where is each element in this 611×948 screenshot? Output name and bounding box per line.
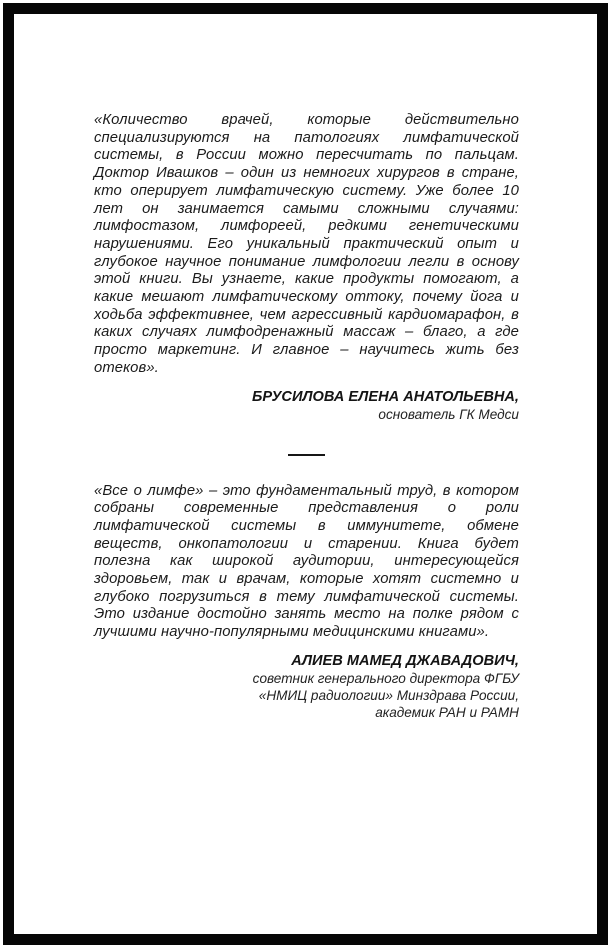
book-page — [14, 14, 597, 934]
section-divider — [288, 454, 325, 456]
page-frame — [3, 3, 608, 945]
testimonial-author-2-role-line-1: советник генерального директора ФГБУ — [252, 670, 519, 686]
testimonial-author-2-role-line-2: «НМИЦ радиологии» Минздрава России, — [258, 687, 519, 703]
testimonial-author-2-role-line-3: академик РАН и РАМН — [375, 704, 519, 720]
testimonial-attribution-1 — [94, 389, 519, 423]
testimonial-attribution-2 — [94, 653, 519, 721]
testimonial-author-1-role: основатель ГК Медси — [378, 406, 519, 422]
testimonial-author-1-name: БРУСИЛОВА ЕЛЕНА АНАТОЛЬЕВНА, — [252, 388, 519, 405]
testimonial-quote-2: «Все о лимфе» – это фундаментальный труд, в котором собраны современные представления о роли лимфатической системы в иммунитете, обмене веществ, онкопатологии и старении. Книга будет полезна как широкой аудитории, интересующейся здоровьем, так и врачам, которые хотят системно и глубоко погрузиться в тему лимфатической системы. Это издание достойно занять место на полке рядом с лучшими научно-популярными медицинскими книгами». — [94, 482, 519, 641]
testimonial-author-2-name: АЛИЕВ МАМЕД ДЖАВАДОВИЧ, — [291, 652, 519, 669]
testimonial-quote-1: «Количество врачей, которые действительно специализируются на патологиях лимфатической системы, в России можно пересчитать по пальцам. Доктор Ивашков – один из немногих хирургов в стране, кто оперирует лимфатическую систему. Уже более 10 лет он занимается самыми сложными случаями: лимфостазом, лимфореей, редкими генетическими нарушениями. Его уникальный практический опыт и глубокое научное понимание лимфологии легли в основу этой книги. Вы узнаете, какие продукты помогают, а какие мешают лимфатическому оттоку, почему йога и ходьба эффективнее, чем агрессивный кардиомарафон, в каких случаях лимфодренажный массаж – благо, а где просто маркетинг. И главное – научитесь жить без отеков». — [94, 112, 519, 376]
